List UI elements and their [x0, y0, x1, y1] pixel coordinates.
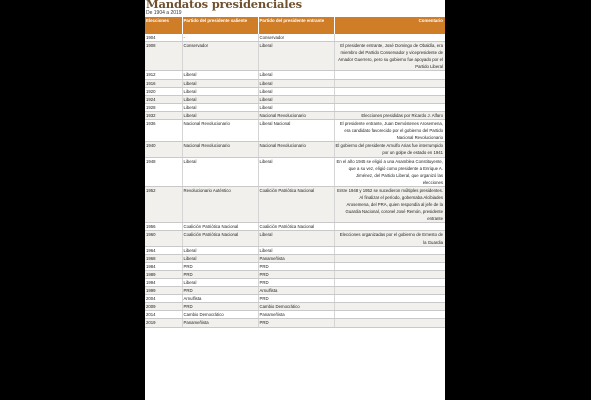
page-title: Mandatos presidenciales — [146, 0, 302, 11]
cell-incoming-party: Nacional Revolucionario — [258, 111, 334, 119]
cell-outgoing-party: PRD — [182, 287, 258, 295]
cell-year: 1904 — [145, 34, 182, 42]
cell-outgoing-party: Liberal — [182, 157, 258, 186]
cell-outgoing-party: Liberal — [182, 103, 258, 111]
cell-year: 1924 — [145, 95, 182, 103]
cell-year: 1940 — [145, 142, 182, 157]
page-subtitle: De 1904 a 2019 — [146, 10, 182, 16]
table-row — [145, 34, 445, 42]
cell-comment — [334, 71, 445, 79]
cell-year: 1916 — [145, 79, 182, 87]
cell-year: 1964 — [145, 246, 182, 254]
cell-incoming-party: Liberal Nacional — [258, 120, 334, 142]
cell-outgoing-party: PRD — [182, 303, 258, 311]
cell-outgoing-party: Liberal — [182, 71, 258, 79]
cell-year: 1999 — [145, 287, 182, 295]
cell-comment — [334, 311, 445, 319]
table-row — [145, 231, 445, 246]
cell-year: 2009 — [145, 303, 182, 311]
cell-year: 1908 — [145, 42, 182, 71]
header-outgoing-party: Partido del presidente saliente — [182, 17, 258, 34]
cell-year: 1994 — [145, 279, 182, 287]
table-row — [145, 120, 445, 142]
cell-incoming-party: PRD — [258, 319, 334, 327]
cell-incoming-party: Nacional Revolucionario — [258, 142, 334, 157]
cell-incoming-party: PRD — [258, 270, 334, 278]
cell-year: 2019 — [145, 319, 182, 327]
cell-incoming-party: Cambio Democrático — [258, 303, 334, 311]
cell-comment — [334, 79, 445, 87]
cell-outgoing-party: PRD — [182, 270, 258, 278]
cell-year: 1960 — [145, 231, 182, 246]
elections-table — [145, 17, 445, 328]
cell-year: 1989 — [145, 270, 182, 278]
cell-year: 1936 — [145, 120, 182, 142]
table-row — [145, 87, 445, 95]
cell-comment — [334, 223, 445, 231]
cell-outgoing-party: Revolucionario Auténtico — [182, 186, 258, 222]
cell-incoming-party: Arnulfista — [258, 287, 334, 295]
cell-comment — [334, 254, 445, 262]
cell-outgoing-party: Liberal — [182, 254, 258, 262]
cell-incoming-party: Liberal — [258, 95, 334, 103]
table-row — [145, 186, 445, 222]
table-row — [145, 303, 445, 311]
cell-incoming-party: Liberal — [258, 157, 334, 186]
cell-incoming-party: Conservador — [258, 34, 334, 42]
cell-incoming-party: Coalición Patriótica Nacional — [258, 223, 334, 231]
cell-incoming-party: Liberal — [258, 79, 334, 87]
cell-year: 2004 — [145, 295, 182, 303]
header-year: Elecciones — [145, 17, 182, 34]
cell-comment — [334, 262, 445, 270]
cell-comment: Elecciones presididas por Ricardo J. Alfaro — [334, 111, 445, 119]
table-row — [145, 111, 445, 119]
table-row — [145, 311, 445, 319]
cell-comment — [334, 246, 445, 254]
cell-comment — [334, 103, 445, 111]
header-comment: Comentario — [334, 17, 445, 34]
cell-incoming-party: Coalición Patriótica Nacional — [258, 186, 334, 222]
cell-year: 1932 — [145, 111, 182, 119]
cell-outgoing-party: - — [182, 34, 258, 42]
cell-year: 1952 — [145, 186, 182, 222]
cell-outgoing-party: Cambio Democrático — [182, 311, 258, 319]
cell-outgoing-party: Conservador — [182, 42, 258, 71]
cell-comment — [334, 87, 445, 95]
cell-incoming-party: PRD — [258, 262, 334, 270]
cell-incoming-party: Liberal — [258, 71, 334, 79]
table-row — [145, 287, 445, 295]
cell-outgoing-party: Liberal — [182, 87, 258, 95]
cell-outgoing-party: Panameñista — [182, 319, 258, 327]
cell-incoming-party: Liberal — [258, 103, 334, 111]
cell-year: 1968 — [145, 254, 182, 262]
cell-comment — [334, 279, 445, 287]
cell-incoming-party: Liberal — [258, 87, 334, 95]
cell-incoming-party: Liberal — [258, 231, 334, 246]
cell-comment — [334, 34, 445, 42]
cell-year: 1984 — [145, 262, 182, 270]
cell-outgoing-party: Liberal — [182, 79, 258, 87]
cell-year: 1912 — [145, 71, 182, 79]
cell-outgoing-party: Nacional Revolucionario — [182, 120, 258, 142]
cell-comment — [334, 303, 445, 311]
table-row — [145, 270, 445, 278]
table-row — [145, 103, 445, 111]
table-row — [145, 79, 445, 87]
cell-comment — [334, 270, 445, 278]
table-header-row — [145, 17, 445, 34]
cell-comment: El presidente entrante, Juan Demóstenes Arosemena, era candidato favorecido por el gobierno del Partido Nacional Revolucionario — [334, 120, 445, 142]
document-page — [145, 0, 445, 400]
cell-incoming-party: Liberal — [258, 246, 334, 254]
cell-comment: En el año 1945 se eligió a una Asamblea Constituyente, que a su vez, eligió como presidente a Enrique A. Jiménez, del Partido Liberal, que organizó las elecciones — [334, 157, 445, 186]
cell-year: 2014 — [145, 311, 182, 319]
cell-outgoing-party: PRD — [182, 262, 258, 270]
cell-year: 1920 — [145, 87, 182, 95]
cell-year: 1948 — [145, 157, 182, 186]
cell-year: 1956 — [145, 223, 182, 231]
cell-comment — [334, 287, 445, 295]
cell-incoming-party: PRD — [258, 279, 334, 287]
cell-comment: Entre 1948 y 1952 se sucedieron múltiples presidentes. Al finalizar el período, gobernaba Alcibiades Arosemena, del PRA, quien respondía al jefe de la Guardia Nacional, coronel José Remón, presidente entrante — [334, 186, 445, 222]
cell-outgoing-party: Arnulfista — [182, 295, 258, 303]
cell-incoming-party: PRD — [258, 295, 334, 303]
table-row — [145, 279, 445, 287]
cell-comment: El presidente entrante, José Domingo de Obaldía, era miembro del Partido Conservador y vicepresidente de Amador Guerrero, pero su gobierno fue apoyado por el Partido Liberal — [334, 42, 445, 71]
table-row — [145, 246, 445, 254]
cell-year: 1928 — [145, 103, 182, 111]
cell-comment: Elecciones organizadas por el gobierno de Ernesto de la Guardia — [334, 231, 445, 246]
cell-outgoing-party: Coalición Patriótica Nacional — [182, 231, 258, 246]
cell-incoming-party: Liberal — [258, 42, 334, 71]
table-row — [145, 142, 445, 157]
cell-comment — [334, 95, 445, 103]
table-row — [145, 42, 445, 71]
cell-outgoing-party: Liberal — [182, 111, 258, 119]
cell-outgoing-party: Liberal — [182, 95, 258, 103]
table-row — [145, 71, 445, 79]
table-row — [145, 262, 445, 270]
table-row — [145, 157, 445, 186]
table-row — [145, 95, 445, 103]
cell-comment — [334, 295, 445, 303]
table-row — [145, 254, 445, 262]
cell-outgoing-party: Coalición Patriótica Nacional — [182, 223, 258, 231]
cell-comment — [334, 319, 445, 327]
cell-outgoing-party: Liberal — [182, 246, 258, 254]
cell-incoming-party: Panameñista — [258, 254, 334, 262]
table-row — [145, 295, 445, 303]
cell-outgoing-party: Liberal — [182, 279, 258, 287]
header-incoming-party: Partido del presidente entrante — [258, 17, 334, 34]
table-row — [145, 223, 445, 231]
cell-outgoing-party: Nacional Revolucionario — [182, 142, 258, 157]
cell-comment: El gobierno del presidente Arnulfo Arias fue interrumpido por un golpe de estado en 1941 — [335, 143, 443, 156]
cell-incoming-party: Panameñista — [258, 311, 334, 319]
table-row — [145, 319, 445, 327]
